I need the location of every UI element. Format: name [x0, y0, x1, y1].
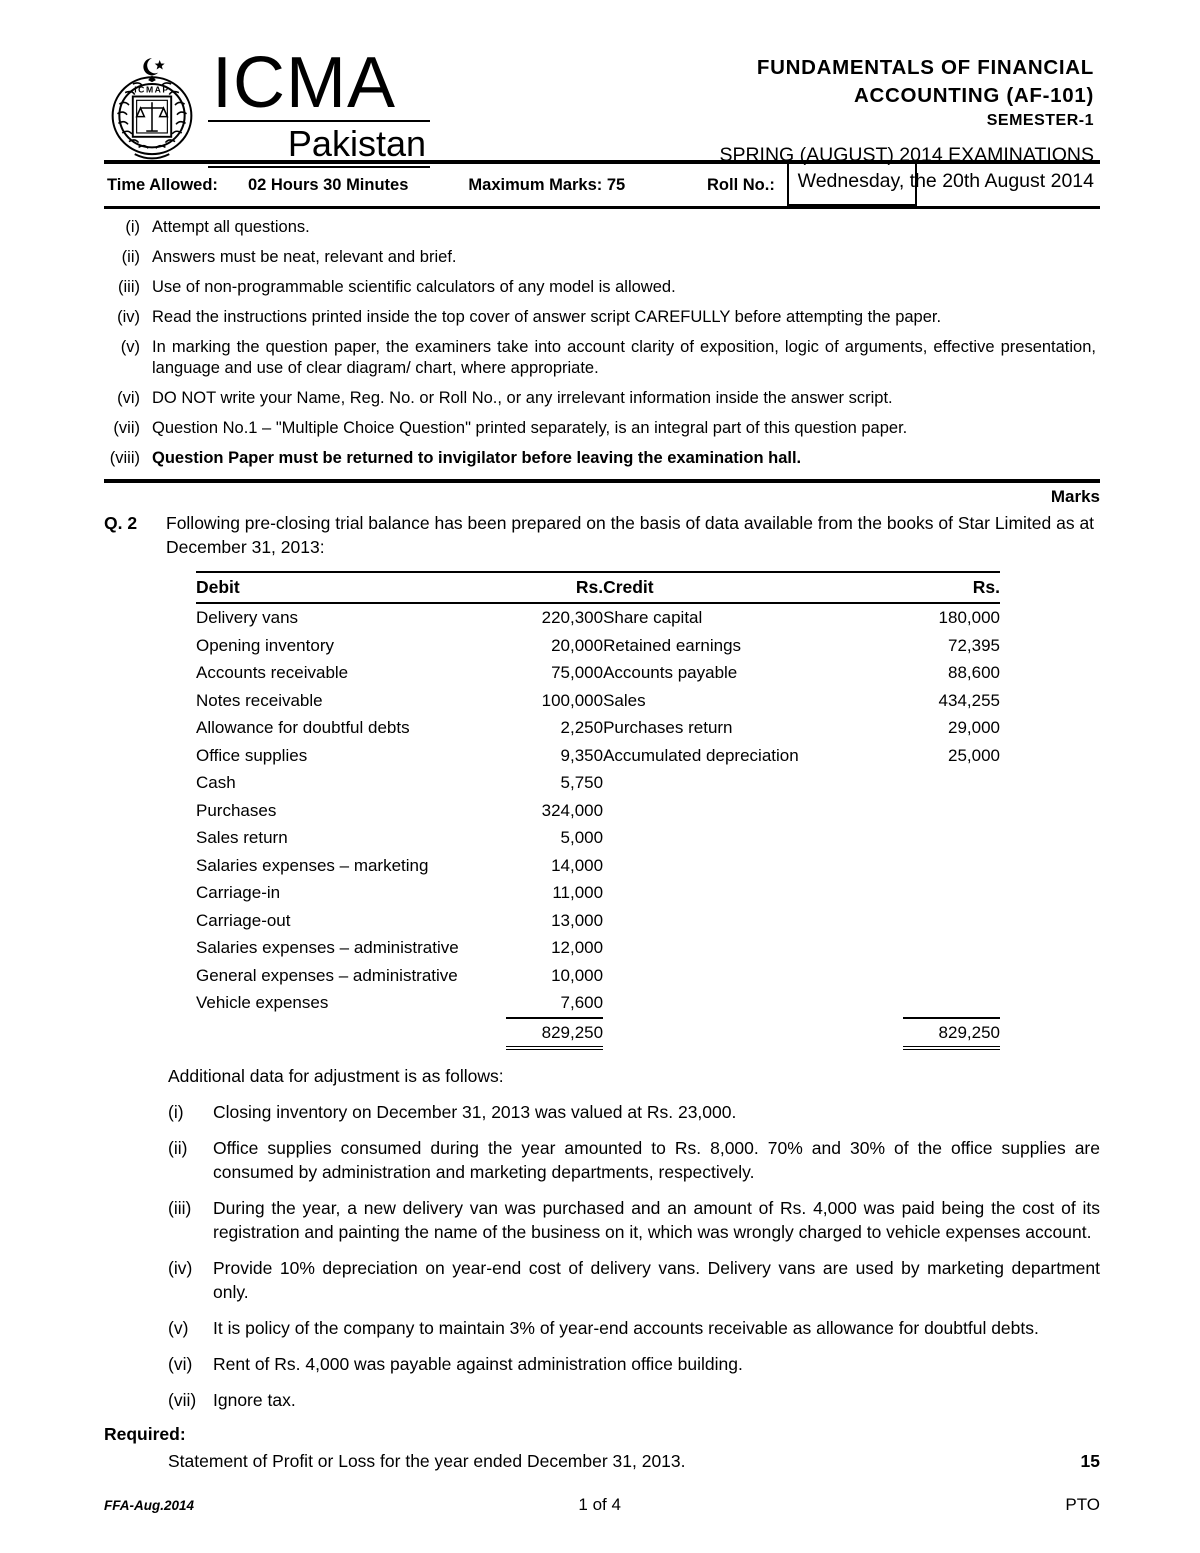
debit-amount: 7,600 [560, 993, 604, 1012]
instruction-text: Use of non-programmable scientific calculators of any model is allowed. [152, 278, 676, 296]
table-row [196, 907, 1000, 935]
adjustment-text: It is policy of the company to maintain 3% of year-end accounts receivable as allowance for doubtful debts. [213, 1318, 1039, 1338]
instructions-rule [104, 479, 1100, 483]
instruction-number: (viii) [109, 449, 140, 467]
adjustment-text: Closing inventory on December 31, 2013 was valued at Rs. 23,000. [213, 1102, 737, 1122]
credit-amount: 72,395 [948, 635, 1000, 655]
credit-amount [903, 907, 1000, 935]
credit-account [603, 769, 903, 797]
instruction-text: DO NOT write your Name, Reg. No. or Roll No., or any irrelevant information inside the answer script. [152, 389, 893, 407]
credit-account: Sales [603, 690, 646, 710]
debit-amount: 100,000 [541, 690, 604, 710]
institute-wordmark [208, 43, 430, 168]
exam-title-line1: FUNDAMENTALS OF FINANCIAL [756, 56, 1094, 79]
instruction-number: (vii) [113, 419, 140, 437]
instruction-number: (vi) [117, 389, 140, 407]
debit-amount: 2,250 [560, 718, 604, 737]
credit-amount: 434,255 [938, 690, 1000, 710]
debit-amount: 20,000 [551, 635, 604, 655]
credit-account [603, 852, 903, 880]
instruction-text: In marking the question paper, the examiners take into account clarity of exposition, logic of arguments, effective presentation, language and use of clear diagram/ chart, where appropriate. [152, 338, 1096, 377]
credit-account [603, 879, 903, 907]
credit-amount [903, 797, 1000, 825]
instruction-number: (v) [120, 338, 140, 356]
instruction-number: (ii) [121, 248, 140, 266]
debit-amount: 5,750 [560, 773, 604, 792]
required-block [168, 1451, 1100, 1472]
roll-no-input[interactable] [787, 164, 917, 206]
debit-amount: 9,350 [560, 745, 604, 765]
table-row [196, 962, 1000, 990]
debit-account: Accounts receivable [196, 663, 349, 682]
debit-amount: 324,000 [541, 800, 604, 820]
instruction-item [104, 307, 1096, 328]
debit-account: Allowance for doubtful debts [196, 718, 410, 737]
adjustment-number: (vii) [168, 1390, 197, 1410]
credit-account [603, 907, 903, 935]
question-number: Q. 2 [104, 513, 138, 533]
question-block [104, 511, 1100, 559]
trial-balance-table-wrapper [196, 571, 1000, 1050]
instruction-text: Answers must be neat, relevant and brief. [152, 248, 457, 266]
exam-info-bar [104, 164, 1100, 206]
exam-date: Wednesday, the 20th August 2014 [797, 170, 1094, 192]
debit-account: Carriage-out [196, 910, 291, 930]
table-row [196, 714, 1000, 742]
table-row [196, 824, 1000, 852]
additional-data-section [168, 1064, 1100, 1412]
instruction-item [104, 418, 1096, 439]
required-text: Statement of Profit or Loss for the year ended December 31, 2013. [168, 1451, 686, 1471]
credit-amount [903, 824, 1000, 852]
debit-account: Purchases [196, 800, 277, 820]
debit-amount: 10,000 [551, 965, 604, 985]
adjustment-item [168, 1100, 1100, 1124]
required-marks: 15 [1080, 1451, 1100, 1471]
instruction-number: (iii) [118, 278, 140, 296]
time-allowed-value: 02 Hours 30 Minutes [247, 175, 409, 194]
adjustment-text: During the year, a new delivery van was purchased and an amount of Rs. 4,000 was paid being the cost of its registration and painting the name of the business on it, which was wrongly charged to vehicle expenses account. [213, 1198, 1100, 1242]
credit-account: Accounts payable [603, 663, 738, 682]
table-row [196, 989, 1000, 1018]
credit-amount: 25,000 [948, 745, 1000, 765]
additional-data-lead: Additional data for adjustment is as follows: [168, 1066, 504, 1086]
icmap-crest-icon [104, 54, 200, 162]
credit-amount: 180,000 [938, 608, 1000, 627]
adjustment-item [168, 1256, 1100, 1304]
table-header-row [196, 572, 1000, 603]
instruction-text: Read the instructions printed inside the top cover of answer script CAREFULLY before attempting the paper. [152, 308, 942, 326]
instruction-text: Question Paper must be returned to invigilator before leaving the examination hall. [152, 449, 802, 467]
svg-text:ICMAP: ICMAP [134, 84, 170, 95]
adjustment-item [168, 1388, 1100, 1412]
debit-account: Sales return [196, 828, 288, 847]
debit-amount: 13,000 [551, 910, 604, 930]
credit-account [603, 824, 903, 852]
credit-account [603, 989, 903, 1018]
debit-account: Delivery vans [196, 608, 299, 627]
credit-amount [903, 769, 1000, 797]
adjustment-number: (vi) [168, 1354, 193, 1374]
roll-no-label: Roll No.: [707, 175, 775, 194]
instructions-list [104, 217, 1096, 469]
credit-amount [903, 989, 1000, 1018]
required-heading: Required: [104, 1424, 186, 1444]
adjustment-item [168, 1196, 1100, 1244]
adjustment-text: Provide 10% depreciation on year-end cost of delivery vans. Delivery vans are used by marketing department only. [213, 1258, 1100, 1302]
credit-amount [903, 852, 1000, 880]
table-row [196, 659, 1000, 687]
table-row [196, 603, 1000, 632]
total-spacer-right [603, 1018, 903, 1049]
total-spacer-left [196, 1018, 506, 1049]
credit-account [603, 962, 903, 990]
instruction-number: (i) [125, 218, 140, 236]
credit-total: 829,250 [903, 1018, 1000, 1049]
instruction-text: Attempt all questions. [152, 218, 310, 236]
wordmark-country: Pakistan [287, 123, 426, 164]
debit-account: Notes receivable [196, 690, 323, 710]
table-row [196, 852, 1000, 880]
credit-account: Share capital [603, 608, 703, 627]
exam-session: SPRING (AUGUST) 2014 EXAMINATIONS [719, 144, 1094, 166]
debit-amount: 12,000 [551, 938, 604, 957]
wordmark-icma: ICMA [212, 43, 396, 123]
trial-balance-table [196, 571, 1000, 1050]
debit-account: Office supplies [196, 745, 308, 765]
adjustment-item [168, 1136, 1100, 1184]
debit-total: 829,250 [506, 1018, 603, 1049]
debit-account: Cash [196, 773, 236, 792]
question-text: Following pre-closing trial balance has been prepared on the basis of data available from the books of Star Limited as at December 31, 2013: [166, 513, 1095, 557]
time-allowed-label: Time Allowed: [107, 175, 218, 194]
instruction-item [104, 217, 1096, 238]
adjustment-number: (iii) [168, 1198, 192, 1218]
info-bar-rule [104, 206, 1100, 209]
debit-account: Salaries expenses – administrative [196, 938, 459, 957]
debit-amount: 11,000 [552, 883, 604, 902]
table-row [196, 632, 1000, 660]
table-row [196, 934, 1000, 962]
adjustment-number: (iv) [168, 1258, 193, 1278]
credit-account: Accumulated depreciation [603, 745, 799, 765]
adjustment-text: Rent of Rs. 4,000 was payable against administration office building. [213, 1354, 743, 1374]
column-header-credit: Credit [603, 572, 903, 603]
credit-amount [903, 962, 1000, 990]
credit-amount: 88,600 [948, 663, 1000, 682]
column-header-credit-rs: Rs. [903, 572, 1000, 603]
adjustment-text: Office supplies consumed during the year amounted to Rs. 8,000. 70% and 30% of the office supplies are consumed by administration and marketing departments, respectively. [213, 1138, 1100, 1182]
table-row [196, 687, 1000, 715]
credit-amount: 29,000 [948, 718, 1000, 737]
credit-amount [903, 934, 1000, 962]
credit-account: Retained earnings [603, 635, 742, 655]
instruction-item [104, 388, 1096, 409]
adjustment-number: (ii) [168, 1138, 188, 1158]
adjustment-item [168, 1352, 1100, 1376]
instruction-item [104, 247, 1096, 268]
footer-pto: PTO [1065, 1495, 1100, 1514]
marks-column-header: Marks [1050, 487, 1100, 506]
table-row [196, 769, 1000, 797]
adjustment-text: Ignore tax. [213, 1390, 296, 1410]
table-row [196, 797, 1000, 825]
debit-amount: 75,000 [551, 663, 604, 682]
footer-paper-code: FFA-Aug.2014 [104, 1498, 195, 1513]
credit-amount [903, 879, 1000, 907]
debit-amount: 220,300 [541, 608, 604, 627]
table-total-row [196, 1018, 1000, 1049]
instruction-number: (iv) [117, 308, 140, 326]
column-header-debit: Debit [196, 572, 506, 603]
credit-account [603, 934, 903, 962]
table-row [196, 879, 1000, 907]
page-footer [104, 1495, 1100, 1515]
maximum-marks-label: Maximum Marks: 75 [468, 175, 626, 194]
debit-amount: 14,000 [551, 855, 604, 875]
table-row [196, 742, 1000, 770]
institute-logo [104, 43, 430, 168]
adjustment-number: (v) [168, 1318, 189, 1338]
instruction-text: Question No.1 – "Multiple Choice Question" printed separately, is an integral part of this question paper. [152, 419, 908, 437]
credit-account: Purchases return [603, 718, 733, 737]
debit-amount: 5,000 [560, 828, 604, 847]
instruction-item [104, 448, 1096, 469]
credit-account [603, 797, 903, 825]
adjustment-item [168, 1316, 1100, 1340]
exam-semester: SEMESTER-1 [986, 112, 1094, 129]
debit-account: Vehicle expenses [196, 993, 329, 1012]
column-header-debit-rs: Rs. [506, 572, 603, 603]
exam-title-line2: ACCOUNTING (AF-101) [854, 84, 1094, 107]
instruction-item [104, 337, 1096, 379]
debit-account: Salaries expenses – marketing [196, 855, 429, 875]
debit-account: Carriage-in [196, 883, 281, 902]
instruction-item [104, 277, 1096, 298]
adjustment-number: (i) [168, 1102, 184, 1122]
footer-page-number: 1 of 4 [578, 1495, 621, 1514]
debit-account: General expenses – administrative [196, 965, 458, 985]
debit-account: Opening inventory [196, 635, 334, 655]
